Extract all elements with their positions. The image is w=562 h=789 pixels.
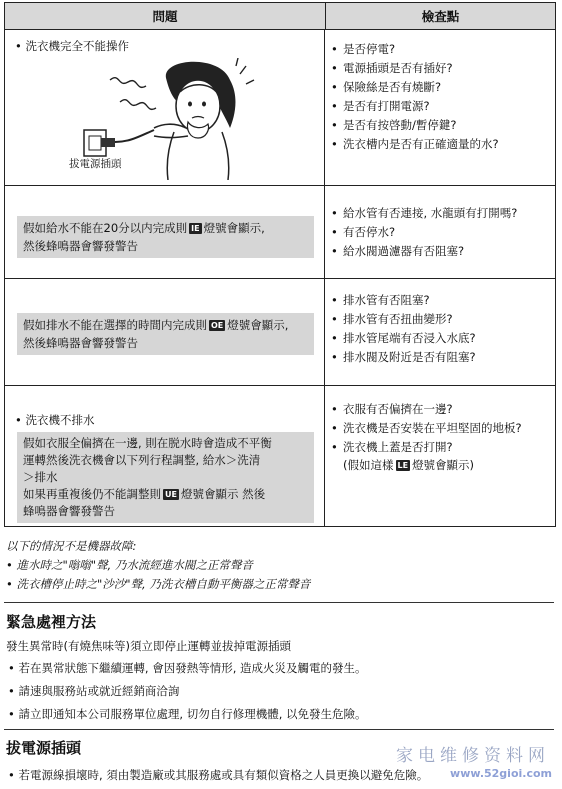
check-item: • 給水管有否連接, 水龍頭有打開嗎? [331, 206, 518, 220]
problem-shaded-text: 假如給水不能在20分以内完成則 IE 燈號會顯示, 然後蜂鳴器會響發警告 [17, 216, 314, 258]
emergency-title: 緊急處裡方法 [6, 613, 97, 631]
notes-item: • 洗衣槽停止時之"沙沙"聲, 乃洗衣槽自動平衡器之正常聲音 [6, 577, 311, 591]
emergency-item: • 若在異常狀態下繼續運轉, 會因發熱等情形, 造成火災及觸電的發生。 [8, 661, 367, 675]
check-item: • 給水閥過濾器有否阻塞? [331, 244, 465, 258]
problem-shaded-text: 假如排水不能在選擇的時間内完成則 OE 燈號會顯示, 然後蜂鳴器會響發警告 [17, 313, 314, 355]
emergency-item: • 請速與服務站或就近經銷商洽詢 [8, 684, 180, 698]
check-cell [325, 186, 555, 278]
table-header [5, 3, 555, 30]
unplug-title: 拔電源插頭 [6, 739, 82, 757]
check-item: • 是否有按啓動/暫停鍵? [331, 118, 457, 132]
watermark-text: 家电维修资料网 [396, 746, 550, 766]
check-item: • 排水管有否阻塞? [331, 293, 430, 307]
problem-cell [5, 386, 325, 526]
problem-cell [5, 186, 325, 278]
troubleshooting-table [4, 2, 556, 527]
notes-item: • 進水時之"嗡嗡"聲, 乃水流經進水閥之正常聲音 [6, 558, 253, 572]
indicator-badge: OE [211, 321, 224, 330]
divider [4, 602, 554, 603]
emergency-item: • 請立即通知本公司服務單位處理, 切勿自行修理機體, 以免發生危險。 [8, 707, 367, 721]
check-item: • 保險絲是否有燒斷? [331, 80, 442, 94]
notes-heading: 以下的情況不是機器故障: [6, 539, 137, 553]
problem-cell [5, 30, 325, 185]
emergency-intro: 發生異常時(有燒焦味等)須立即停止運轉並拔掉電源插頭 [6, 639, 291, 653]
check-item: • 排水管有否扭曲變形? [331, 312, 453, 326]
indicator-badge: IE [191, 224, 200, 233]
problem-title: • 洗衣機完全不能操作 [15, 39, 129, 53]
check-cell [325, 386, 555, 526]
table-row [5, 279, 555, 386]
check-item: • 衣服有否偏擠在一邊? [331, 402, 453, 416]
indicator-badge: UE [165, 490, 177, 499]
watermark-url: www.52gioi.com [450, 767, 552, 780]
problem-title: • 洗衣機不排水 [15, 413, 95, 427]
divider [4, 729, 554, 730]
check-item: • 排水閥及附近是否有阻塞? [331, 350, 476, 364]
check-item: • 電源插頭是否有插好? [331, 61, 453, 75]
check-cell [325, 279, 555, 385]
check-item: • 洗衣機上蓋是否打開? [331, 440, 453, 454]
indicator-badge: LE [397, 461, 409, 470]
check-cell [325, 30, 555, 185]
problem-shaded-text: 假如衣服全偏擠在一邊, 則在脱水時會造成不平衡 運轉然後洗衣機會以下列行程調整, 給水＞洗清 ＞排水 如果再重複後仍不能調整則 UE 燈號會顯示 然後 蜂鳴器會響發警告 [17, 432, 314, 523]
illustration-label: 拔電源插頭 [69, 158, 122, 170]
check-item: • 排水管尾端有否浸入水底? [331, 331, 476, 345]
check-item: • 洗衣槽内是否有正確適量的水? [331, 137, 499, 151]
check-item: • 是否有打開電源? [331, 99, 430, 113]
normal-sounds-notes [6, 537, 310, 594]
header-problem: 問題 [5, 3, 326, 29]
check-sub-note: (假如這樣 LE 燈號會顯示) [343, 458, 475, 472]
problem-cell [5, 279, 325, 385]
unplug-item: • 若電源線損壞時, 須由製造廠或其服務處或具有類似資格之人員更換以避免危險。 [8, 768, 429, 782]
check-item: • 是否停電? [331, 42, 396, 56]
table-row [5, 30, 555, 186]
table-row [5, 386, 555, 526]
header-check: 檢查點 [421, 9, 460, 24]
table-row [5, 186, 555, 279]
check-item: • 洗衣機是否安裝在平坦堅固的地板? [331, 421, 522, 435]
check-item: • 有否停水? [331, 225, 396, 239]
